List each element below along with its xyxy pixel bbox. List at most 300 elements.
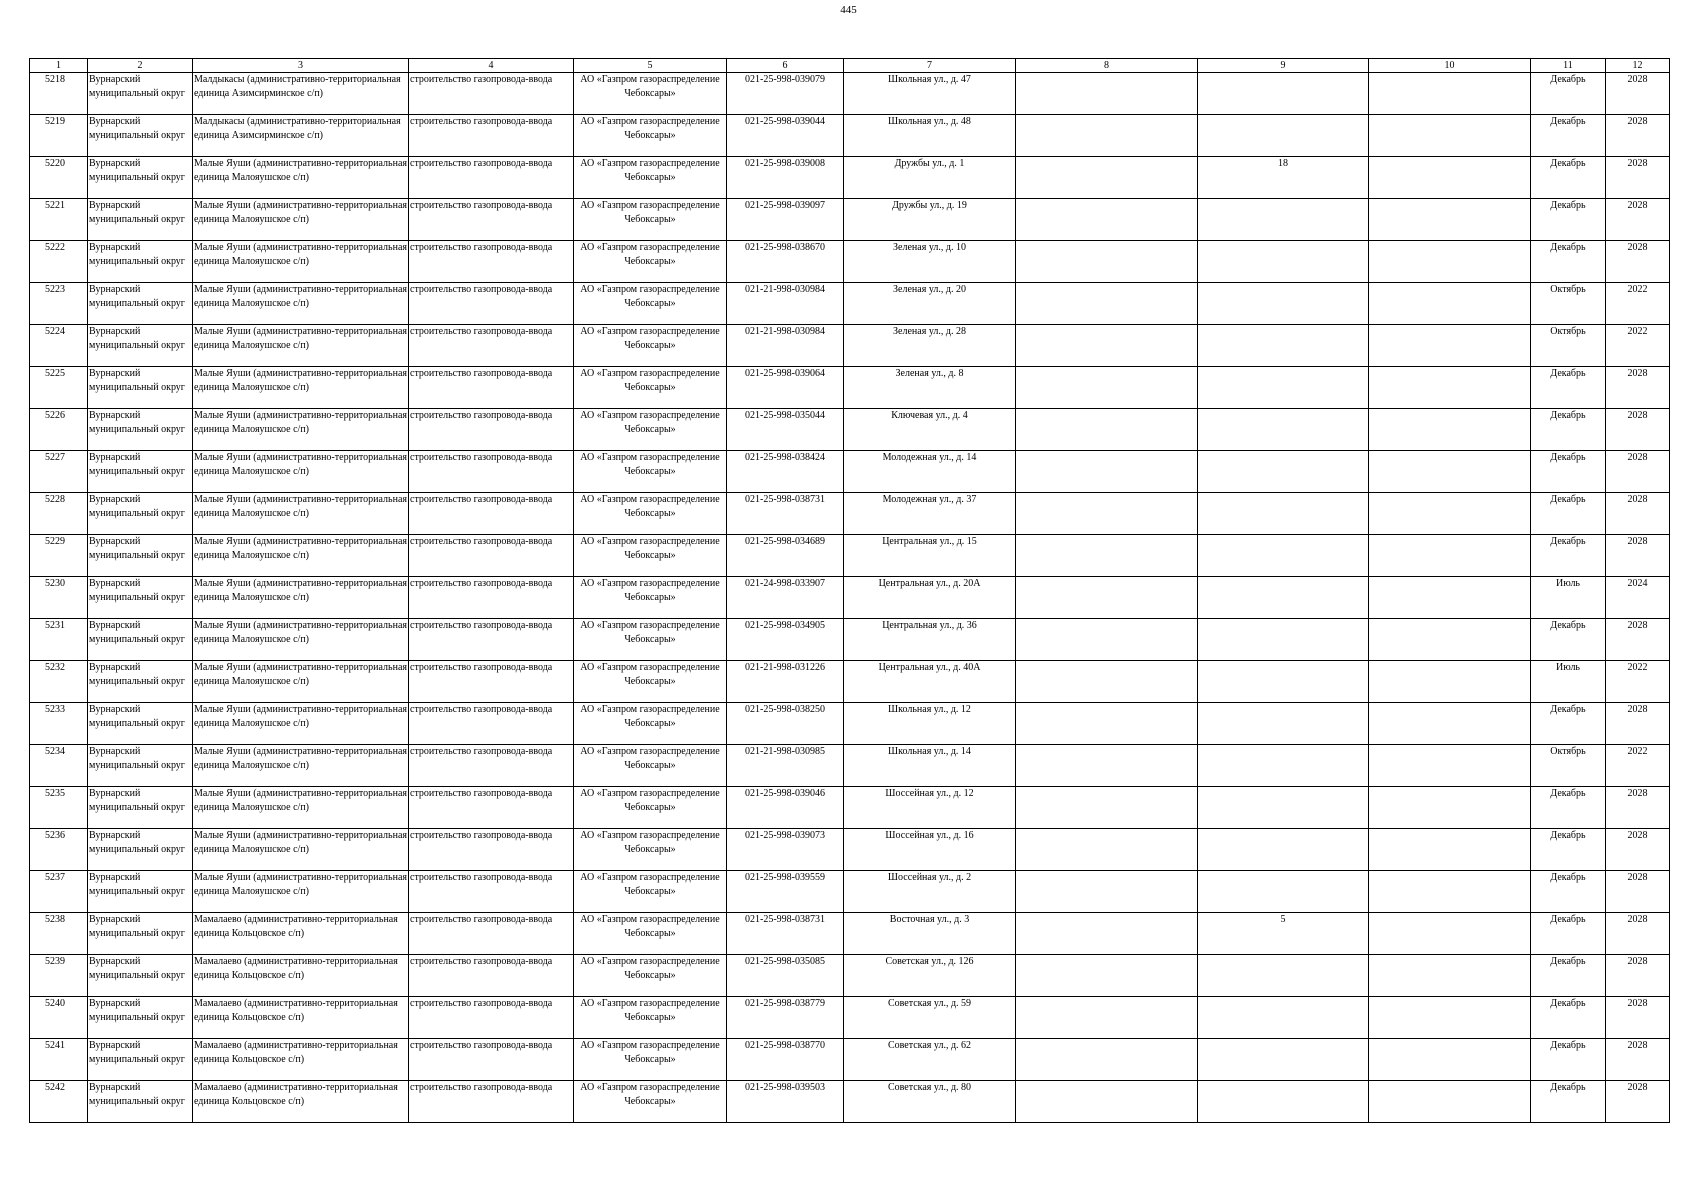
organization-cell	[574, 955, 727, 997]
column-9-cell	[1198, 745, 1369, 787]
district-cell	[88, 1081, 193, 1123]
district-cell	[88, 997, 193, 1039]
district-cell-text: Вурнарский муниципальный округ	[89, 1040, 185, 1065]
district-cell	[88, 241, 193, 283]
work-type-cell	[409, 325, 574, 367]
object-code-cell-text: 021-25-998-039008	[745, 158, 825, 169]
column-8-cell-text	[1017, 115, 1196, 156]
year-cell-text: 2028	[1627, 116, 1648, 127]
address-cell-text: Ключевая ул., д. 4	[891, 410, 968, 421]
row-number-cell	[30, 451, 88, 493]
column-8-cell-text	[1017, 241, 1196, 282]
month-cell	[1531, 619, 1606, 661]
settlement-cell	[193, 787, 409, 829]
table-row	[30, 409, 1670, 451]
column-10-cell-text	[1370, 871, 1529, 912]
district-cell	[88, 1039, 193, 1081]
object-code-cell	[727, 241, 844, 283]
column-10-cell-text	[1370, 913, 1529, 954]
table-row	[30, 913, 1670, 955]
work-type-cell-text: строительство газопровода-ввода	[410, 158, 553, 169]
work-type-cell-text: строительство газопровода-ввода	[410, 536, 553, 547]
column-8-cell-text	[1017, 955, 1196, 996]
column-9-cell-text	[1199, 619, 1367, 660]
settlement-cell	[193, 955, 409, 997]
organization-cell-text: АО «Газпром газораспределение Чебоксары»	[580, 746, 720, 771]
year-cell-text: 2022	[1627, 326, 1648, 337]
column-number-6: 6	[727, 59, 844, 73]
column-10-cell	[1369, 535, 1531, 577]
district-cell-text: Вурнарский муниципальный округ	[89, 452, 185, 477]
table-row	[30, 115, 1670, 157]
row-number-cell	[30, 871, 88, 913]
column-10-cell-text	[1370, 997, 1529, 1038]
work-type-cell	[409, 73, 574, 115]
column-10-cell	[1369, 997, 1531, 1039]
table-row	[30, 199, 1670, 241]
column-10-cell	[1369, 871, 1531, 913]
column-8-cell	[1016, 997, 1198, 1039]
organization-cell-text: АО «Газпром газораспределение Чебоксары»	[580, 326, 720, 351]
row-number-cell	[30, 703, 88, 745]
address-cell	[844, 409, 1016, 451]
column-10-cell	[1369, 283, 1531, 325]
column-10-cell-text	[1370, 325, 1529, 366]
column-number-4: 4	[409, 59, 574, 73]
district-cell-text: Вурнарский муниципальный округ	[89, 830, 185, 855]
column-9-cell-text	[1199, 283, 1367, 324]
district-cell	[88, 577, 193, 619]
month-cell-text: Декабрь	[1550, 536, 1586, 547]
district-cell-text: Вурнарский муниципальный округ	[89, 1082, 185, 1107]
work-type-cell-text: строительство газопровода-ввода	[410, 494, 553, 505]
column-9-cell-text	[1199, 493, 1367, 534]
object-code-cell	[727, 619, 844, 661]
settlement-cell-text: Малые Яуши (административно-территориальная единица Малояушское с/п)	[194, 788, 407, 813]
settlement-cell	[193, 619, 409, 661]
object-code-cell-text: 021-25-998-038670	[745, 242, 825, 253]
row-number-cell	[30, 745, 88, 787]
work-type-cell	[409, 955, 574, 997]
work-type-cell	[409, 409, 574, 451]
column-10-cell	[1369, 703, 1531, 745]
address-cell	[844, 493, 1016, 535]
settlement-cell	[193, 157, 409, 199]
column-8-cell	[1016, 199, 1198, 241]
work-type-cell-text: строительство газопровода-ввода	[410, 830, 553, 841]
address-cell	[844, 913, 1016, 955]
address-cell-text: Шоссейная ул., д. 2	[887, 872, 972, 883]
organization-cell-text: АО «Газпром газораспределение Чебоксары»	[580, 1040, 720, 1065]
organization-cell	[574, 241, 727, 283]
year-cell-text: 2028	[1627, 620, 1648, 631]
table-row	[30, 1039, 1670, 1081]
address-cell-text: Молодежная ул., д. 14	[882, 452, 977, 463]
address-cell	[844, 745, 1016, 787]
organization-cell-text: АО «Газпром газораспределение Чебоксары»	[580, 620, 720, 645]
column-10-cell-text	[1370, 787, 1529, 828]
table-row	[30, 577, 1670, 619]
month-cell-text: Декабрь	[1550, 368, 1586, 379]
organization-cell-text: АО «Газпром газораспределение Чебоксары»	[580, 452, 720, 477]
object-code-cell	[727, 325, 844, 367]
district-cell	[88, 913, 193, 955]
column-9-cell	[1198, 913, 1369, 955]
month-cell-text: Декабрь	[1550, 620, 1586, 631]
row-number-cell	[30, 241, 88, 283]
row-number-cell	[30, 787, 88, 829]
object-code-cell-text: 021-25-998-039064	[745, 368, 825, 379]
object-code-cell-text: 021-25-998-039046	[745, 788, 825, 799]
district-cell-text: Вурнарский муниципальный округ	[89, 242, 185, 267]
work-type-cell	[409, 829, 574, 871]
district-cell	[88, 115, 193, 157]
organization-cell	[574, 367, 727, 409]
organization-cell-text: АО «Газпром газораспределение Чебоксары»	[580, 74, 720, 99]
work-type-cell-text: строительство газопровода-ввода	[410, 872, 553, 883]
month-cell	[1531, 367, 1606, 409]
organization-cell-text: АО «Газпром газораспределение Чебоксары»	[580, 158, 720, 183]
column-9-cell-text	[1199, 409, 1367, 450]
organization-cell-text: АО «Газпром газораспределение Чебоксары»	[580, 494, 720, 519]
column-10-cell	[1369, 325, 1531, 367]
column-8-cell	[1016, 367, 1198, 409]
organization-cell-text: АО «Газпром газораспределение Чебоксары»	[580, 1082, 720, 1107]
column-8-cell-text	[1017, 157, 1196, 198]
row-number-cell-text: 5231	[45, 620, 65, 631]
column-10-cell-text	[1370, 703, 1529, 744]
year-cell	[1606, 1081, 1670, 1123]
month-cell-text: Октябрь	[1550, 746, 1586, 757]
work-type-cell	[409, 493, 574, 535]
organization-cell	[574, 829, 727, 871]
column-10-cell-text	[1370, 745, 1529, 786]
column-number-8: 8	[1016, 59, 1198, 73]
row-number-cell	[30, 1081, 88, 1123]
settlement-cell-text: Малые Яуши (административно-территориальная единица Малояушское с/п)	[194, 494, 407, 519]
month-cell	[1531, 535, 1606, 577]
month-cell	[1531, 787, 1606, 829]
work-type-cell	[409, 115, 574, 157]
district-cell-text: Вурнарский муниципальный округ	[89, 788, 185, 813]
object-code-cell-text: 021-21-998-031226	[745, 662, 825, 673]
address-cell	[844, 451, 1016, 493]
object-code-cell-text: 021-25-998-039097	[745, 200, 825, 211]
organization-cell-text: АО «Газпром газораспределение Чебоксары»	[580, 242, 720, 267]
column-8-cell	[1016, 703, 1198, 745]
address-cell	[844, 199, 1016, 241]
year-cell	[1606, 913, 1670, 955]
object-code-cell-text: 021-21-998-030985	[745, 746, 825, 757]
row-number-cell	[30, 535, 88, 577]
settlement-cell-text: Малые Яуши (административно-территориальная единица Малояушское с/п)	[194, 326, 407, 351]
work-type-cell-text: строительство газопровода-ввода	[410, 914, 553, 925]
address-cell-text: Шоссейная ул., д. 12	[885, 788, 974, 799]
page-number: 445	[840, 4, 857, 16]
table-row	[30, 955, 1670, 997]
year-cell	[1606, 1039, 1670, 1081]
month-cell-text: Декабрь	[1550, 998, 1586, 1009]
year-cell-text: 2028	[1627, 830, 1648, 841]
row-number-cell-text: 5242	[45, 1082, 65, 1093]
organization-cell-text: АО «Газпром газораспределение Чебоксары»	[580, 704, 720, 729]
column-9-cell	[1198, 325, 1369, 367]
row-number-cell-text: 5220	[45, 158, 65, 169]
settlement-cell-text: Малдыкасы (административно-территориальная единица Азимсирминское с/п)	[194, 116, 401, 141]
column-8-cell	[1016, 871, 1198, 913]
column-9-cell-text	[1199, 997, 1367, 1038]
object-code-cell	[727, 73, 844, 115]
column-8-cell	[1016, 535, 1198, 577]
address-cell-text: Восточная ул., д. 3	[889, 914, 970, 925]
column-10-cell	[1369, 829, 1531, 871]
month-cell	[1531, 577, 1606, 619]
settlement-cell-text: Малые Яуши (административно-территориальная единица Малояушское с/п)	[194, 242, 407, 267]
column-8-cell	[1016, 577, 1198, 619]
column-10-cell	[1369, 787, 1531, 829]
district-cell-text: Вурнарский муниципальный округ	[89, 74, 185, 99]
column-10-cell	[1369, 619, 1531, 661]
year-cell	[1606, 787, 1670, 829]
object-code-cell-text: 021-25-998-038424	[745, 452, 825, 463]
organization-cell	[574, 409, 727, 451]
organization-cell	[574, 283, 727, 325]
address-cell	[844, 1081, 1016, 1123]
district-cell	[88, 409, 193, 451]
month-cell	[1531, 283, 1606, 325]
year-cell-text: 2028	[1627, 788, 1648, 799]
address-cell-text: Центральная ул., д. 36	[882, 620, 977, 631]
table-row	[30, 535, 1670, 577]
row-number-cell	[30, 829, 88, 871]
column-10-cell	[1369, 73, 1531, 115]
column-8-cell	[1016, 283, 1198, 325]
column-9-cell	[1198, 535, 1369, 577]
month-cell-text: Июль	[1556, 662, 1580, 673]
table-row	[30, 1081, 1670, 1123]
year-cell-text: 2028	[1627, 536, 1648, 547]
column-8-cell-text	[1017, 745, 1196, 786]
column-8-cell-text	[1017, 661, 1196, 702]
district-cell	[88, 367, 193, 409]
address-cell	[844, 619, 1016, 661]
table-row	[30, 661, 1670, 703]
organization-cell-text: АО «Газпром газораспределение Чебоксары»	[580, 116, 720, 141]
row-number-cell-text: 5237	[45, 872, 65, 883]
work-type-cell-text: строительство газопровода-ввода	[410, 74, 553, 85]
year-cell	[1606, 535, 1670, 577]
table-row	[30, 451, 1670, 493]
month-cell-text: Декабрь	[1550, 200, 1586, 211]
column-10-cell-text	[1370, 955, 1529, 996]
row-number-cell	[30, 619, 88, 661]
object-code-cell	[727, 115, 844, 157]
row-number-cell	[30, 115, 88, 157]
month-cell-text: Декабрь	[1550, 116, 1586, 127]
work-type-cell-text: строительство газопровода-ввода	[410, 662, 553, 673]
year-cell-text: 2028	[1627, 998, 1648, 1009]
column-9-cell	[1198, 409, 1369, 451]
month-cell-text: Декабрь	[1550, 242, 1586, 253]
row-number-cell	[30, 493, 88, 535]
work-type-cell	[409, 997, 574, 1039]
settlement-cell	[193, 367, 409, 409]
work-type-cell	[409, 871, 574, 913]
year-cell	[1606, 745, 1670, 787]
column-9-cell-text	[1199, 787, 1367, 828]
year-cell	[1606, 199, 1670, 241]
column-10-cell-text	[1370, 829, 1529, 870]
month-cell-text: Декабрь	[1550, 872, 1586, 883]
column-8-cell-text	[1017, 1039, 1196, 1080]
work-type-cell-text: строительство газопровода-ввода	[410, 242, 553, 253]
object-code-cell-text: 021-25-998-038250	[745, 704, 825, 715]
year-cell	[1606, 955, 1670, 997]
table-row	[30, 325, 1670, 367]
row-number-cell-text: 5219	[45, 116, 65, 127]
column-10-cell	[1369, 577, 1531, 619]
month-cell-text: Июль	[1556, 578, 1580, 589]
object-code-cell-text: 021-25-998-039503	[745, 1082, 825, 1093]
organization-cell	[574, 661, 727, 703]
month-cell-text: Декабрь	[1550, 830, 1586, 841]
column-9-cell	[1198, 871, 1369, 913]
organization-cell	[574, 1039, 727, 1081]
row-number-cell-text: 5228	[45, 494, 65, 505]
address-cell-text: Школьная ул., д. 47	[888, 74, 971, 85]
month-cell	[1531, 661, 1606, 703]
object-code-cell-text: 021-25-998-039073	[745, 830, 825, 841]
work-type-cell	[409, 1081, 574, 1123]
address-cell	[844, 829, 1016, 871]
table-row	[30, 703, 1670, 745]
organization-cell-text: АО «Газпром газораспределение Чебоксары»	[580, 998, 720, 1023]
year-cell-text: 2028	[1627, 200, 1648, 211]
district-cell	[88, 829, 193, 871]
column-9-cell-text: 18	[1278, 158, 1288, 169]
district-cell-text: Вурнарский муниципальный округ	[89, 368, 185, 393]
organization-cell-text: АО «Газпром газораспределение Чебоксары»	[580, 662, 720, 687]
district-cell-text: Вурнарский муниципальный округ	[89, 116, 185, 141]
column-8-cell	[1016, 661, 1198, 703]
month-cell-text: Декабрь	[1550, 956, 1586, 967]
column-8-cell-text	[1017, 871, 1196, 912]
row-number-cell-text: 5236	[45, 830, 65, 841]
row-number-cell	[30, 955, 88, 997]
month-cell	[1531, 115, 1606, 157]
row-number-cell	[30, 283, 88, 325]
column-9-cell-text	[1199, 451, 1367, 492]
column-8-cell	[1016, 73, 1198, 115]
district-cell-text: Вурнарский муниципальный округ	[89, 662, 185, 687]
column-10-cell-text	[1370, 661, 1529, 702]
object-code-cell	[727, 703, 844, 745]
year-cell-text: 2028	[1627, 158, 1648, 169]
month-cell-text: Декабрь	[1550, 704, 1586, 715]
object-code-cell-text: 021-25-998-039559	[745, 872, 825, 883]
object-code-cell	[727, 829, 844, 871]
organization-cell	[574, 703, 727, 745]
settlement-cell-text: Малые Яуши (административно-территориальная единица Малояушское с/п)	[194, 872, 407, 897]
column-10-cell	[1369, 451, 1531, 493]
column-10-cell	[1369, 367, 1531, 409]
column-8-cell	[1016, 325, 1198, 367]
district-cell-text: Вурнарский муниципальный округ	[89, 914, 185, 939]
column-number-9: 9	[1198, 59, 1369, 73]
column-9-cell	[1198, 1039, 1369, 1081]
row-number-cell-text: 5232	[45, 662, 65, 673]
table-row	[30, 241, 1670, 283]
settlement-cell-text: Малые Яуши (административно-территориальная единица Малояушское с/п)	[194, 746, 407, 771]
column-10-cell-text	[1370, 115, 1529, 156]
object-code-cell-text: 021-25-998-034905	[745, 620, 825, 631]
address-cell-text: Советская ул., д. 59	[887, 998, 972, 1009]
work-type-cell-text: строительство газопровода-ввода	[410, 998, 553, 1009]
object-code-cell	[727, 367, 844, 409]
address-cell-text: Центральная ул., д. 20А	[878, 578, 981, 589]
column-10-cell	[1369, 913, 1531, 955]
row-number-cell-text: 5226	[45, 410, 65, 421]
organization-cell	[574, 199, 727, 241]
column-9-cell-text	[1199, 1081, 1367, 1122]
work-type-cell	[409, 913, 574, 955]
work-type-cell	[409, 745, 574, 787]
row-number-cell-text: 5227	[45, 452, 65, 463]
address-cell	[844, 871, 1016, 913]
column-number-2: 2	[88, 59, 193, 73]
column-8-cell-text	[1017, 1081, 1196, 1122]
month-cell	[1531, 73, 1606, 115]
object-code-cell	[727, 913, 844, 955]
district-cell	[88, 199, 193, 241]
organization-cell	[574, 115, 727, 157]
column-9-cell-text	[1199, 955, 1367, 996]
row-number-cell-text: 5218	[45, 74, 65, 85]
district-cell	[88, 745, 193, 787]
organization-cell-text: АО «Газпром газораспределение Чебоксары»	[580, 578, 720, 603]
year-cell	[1606, 73, 1670, 115]
organization-cell	[574, 997, 727, 1039]
work-type-cell	[409, 1039, 574, 1081]
address-cell-text: Школьная ул., д. 14	[888, 746, 971, 757]
month-cell	[1531, 409, 1606, 451]
district-cell-text: Вурнарский муниципальный округ	[89, 956, 185, 981]
column-10-cell	[1369, 115, 1531, 157]
column-9-cell-text	[1199, 367, 1367, 408]
settlement-cell	[193, 73, 409, 115]
month-cell-text: Октябрь	[1550, 326, 1586, 337]
address-cell-text: Шоссейная ул., д. 16	[885, 830, 974, 841]
column-9-cell	[1198, 199, 1369, 241]
year-cell	[1606, 241, 1670, 283]
column-9-cell-text	[1199, 871, 1367, 912]
work-type-cell	[409, 787, 574, 829]
address-cell-text: Зеленая ул., д. 8	[895, 368, 964, 379]
column-9-cell-text	[1199, 745, 1367, 786]
column-10-cell-text	[1370, 73, 1529, 114]
address-cell	[844, 703, 1016, 745]
settlement-cell-text: Малые Яуши (административно-территориальная единица Малояушское с/п)	[194, 830, 407, 855]
year-cell-text: 2028	[1627, 704, 1648, 715]
organization-cell	[574, 73, 727, 115]
address-cell-text: Школьная ул., д. 12	[888, 704, 971, 715]
work-type-cell	[409, 283, 574, 325]
column-10-cell	[1369, 745, 1531, 787]
district-cell	[88, 619, 193, 661]
settlement-cell-text: Малые Яуши (административно-территориальная единица Малояушское с/п)	[194, 536, 407, 561]
work-type-cell	[409, 241, 574, 283]
column-10-cell	[1369, 1039, 1531, 1081]
